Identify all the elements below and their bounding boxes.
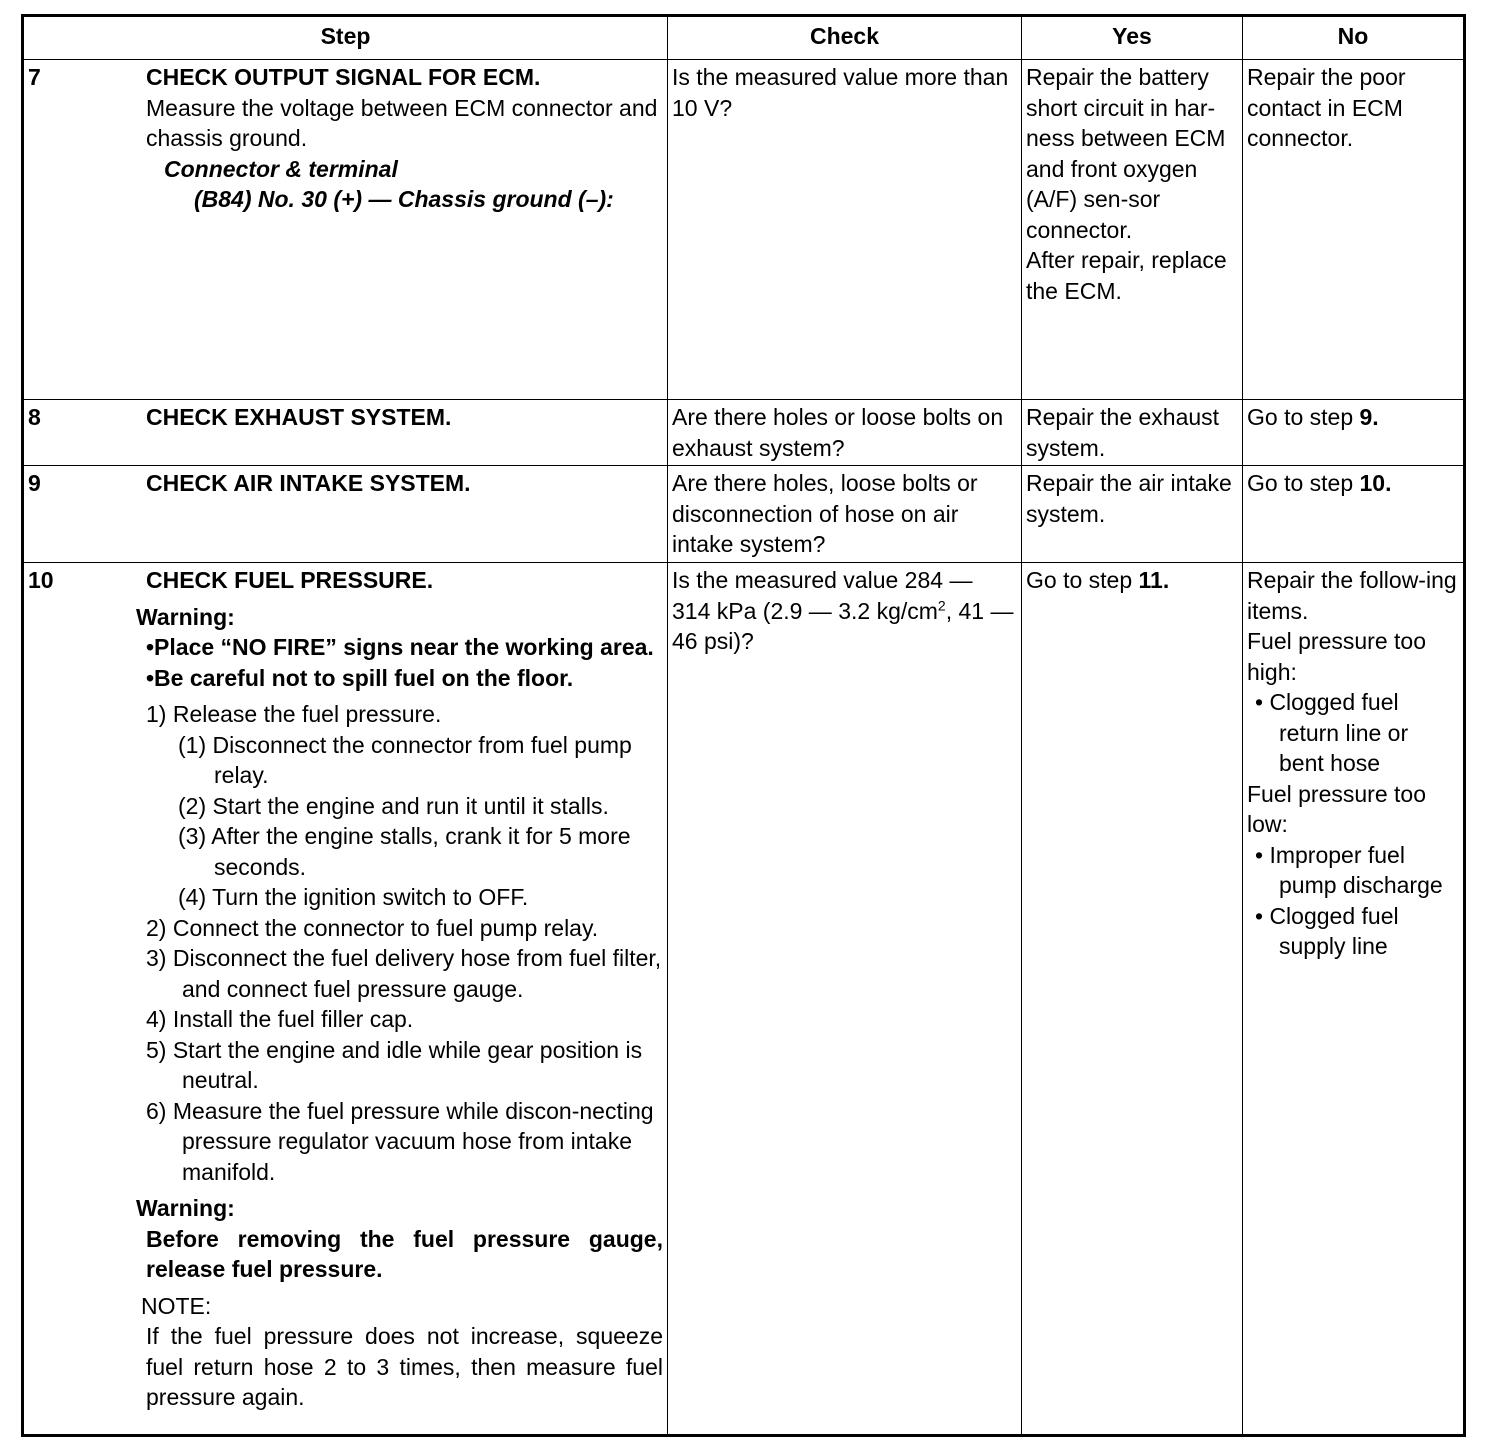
step-title: CHECK OUTPUT SIGNAL FOR ECM. [146,64,541,90]
procedure-step: 4) Install the fuel filler cap. [146,1006,414,1032]
no-cell-9 [1243,466,1465,563]
no-intro: Repair the follow-ing items. [1247,567,1457,624]
procedure-step: 5) Start the engine and idle while gear position is neutral. [146,1036,643,1093]
header-step: Step [23,16,668,60]
no-high-item: • Clogged fuel return line or bent hose [1255,689,1409,776]
procedure-substep: (4) Turn the ignition switch to OFF. [178,884,529,910]
yes-prefix: Go to step [1026,567,1139,593]
step-cell-10 [23,563,668,1436]
step-title: CHECK FUEL PRESSURE. [146,567,434,593]
step-number: 10 [28,567,54,593]
step-cell-8 [23,400,668,466]
no-cell-10 [1243,563,1465,1436]
yes-cell-10 [1022,563,1243,1436]
procedure-substep: (3) After the engine stalls, crank it for 5 more seconds. [178,823,631,880]
no-cell-8 [1243,400,1465,466]
procedure-step: 6) Measure the fuel pressure while discon-necting pressure regulator vacuum hose from intake manifold. [146,1097,654,1185]
yes-cell-7 [1022,60,1243,400]
note-heading: NOTE: [141,1292,212,1319]
superscript: 2 [937,596,946,613]
table-row-9 [23,466,1465,563]
no-prefix: Go to step [1247,404,1360,430]
diagnostic-table [21,14,1466,1437]
step-number: 7 [28,64,41,90]
connector-label: Connector & terminal [164,155,398,182]
no-low-item: • Clogged fuel supply line [1255,902,1399,959]
header-row [23,16,1465,60]
warning-heading: Warning: [136,603,235,630]
step-number: 9 [28,470,41,496]
yes-step-ref: 11. [1138,567,1170,593]
terminal-spec: (B84) No. 30 (+) — Chassis ground (–): [194,186,614,212]
step-number: 8 [28,404,41,430]
step-cell-7 [23,60,668,400]
yes-text-2: After repair, replace the ECM. [1026,247,1227,304]
procedure-substep: (1) Disconnect the connector from fuel pump relay. [178,731,632,788]
yes-cell-9: Repair the air intake system. [1022,466,1243,563]
step-title: CHECK EXHAUST SYSTEM. [146,404,452,430]
no-high-heading: Fuel pressure too high: [1247,628,1426,685]
note-text: If the fuel pressure does not increase, squeeze fuel return hose 2 to 3 times, then measure fuel pressure again. [146,1323,663,1410]
procedure-step: 3) Disconnect the fuel delivery hose from fuel filter, and connect fuel pressure gauge. [146,945,662,1002]
no-cell-7: Repair the poor contact in ECM connector. [1243,60,1465,400]
check-cell-7: Is the measured value more than 10 V? [668,60,1022,400]
step-description: Measure the voltage between ECM connector and chassis ground. [146,94,658,151]
warning-item: •Be careful not to spill fuel on the floor. [146,664,574,691]
no-step-ref: 9. [1359,404,1379,430]
step-cell-9 [23,466,668,563]
no-prefix: Go to step [1247,470,1360,496]
no-step-ref: 10. [1359,470,1392,496]
procedure-substep: (2) Start the engine and run it until it stalls. [178,792,609,819]
check-text-b: , 41 — 46 psi)? [672,597,1014,654]
procedure-step: 2) Connect the connector to fuel pump relay. [146,914,599,941]
header-yes: Yes [1022,16,1243,60]
check-cell-9: Are there holes, loose bolts or disconnection of hose on air intake system? [668,466,1022,563]
warning-heading: Warning: [136,1195,235,1221]
table-row-8 [23,400,1465,466]
check-text-a: Is the measured value 284 — 314 kPa (2.9 — 3.2 kg/cm [672,567,973,624]
header-check: Check [668,16,1022,60]
table-row-10 [23,563,1465,1436]
yes-cell-8: Repair the exhaust system. [1022,400,1243,466]
table-row-7 [23,60,1465,400]
no-low-heading: Fuel pressure too low: [1247,780,1426,837]
yes-text: Repair the battery short circuit in har-ness between ECM and front oxygen (A/F) sen-sor connector. [1026,64,1226,243]
warning-text: Before removing the fuel pressure gauge, release fuel pressure. [146,1225,663,1282]
no-low-item: • Improper fuel pump discharge [1255,841,1443,898]
check-cell-10 [668,563,1022,1436]
procedure-step: 1) Release the fuel pressure. [146,701,442,727]
header-no: No [1243,16,1465,60]
check-cell-8: Are there holes or loose bolts on exhaust system? [668,400,1022,466]
warning-item: •Place “NO FIRE” signs near the working area. [146,634,654,660]
step-title: CHECK AIR INTAKE SYSTEM. [146,470,471,496]
